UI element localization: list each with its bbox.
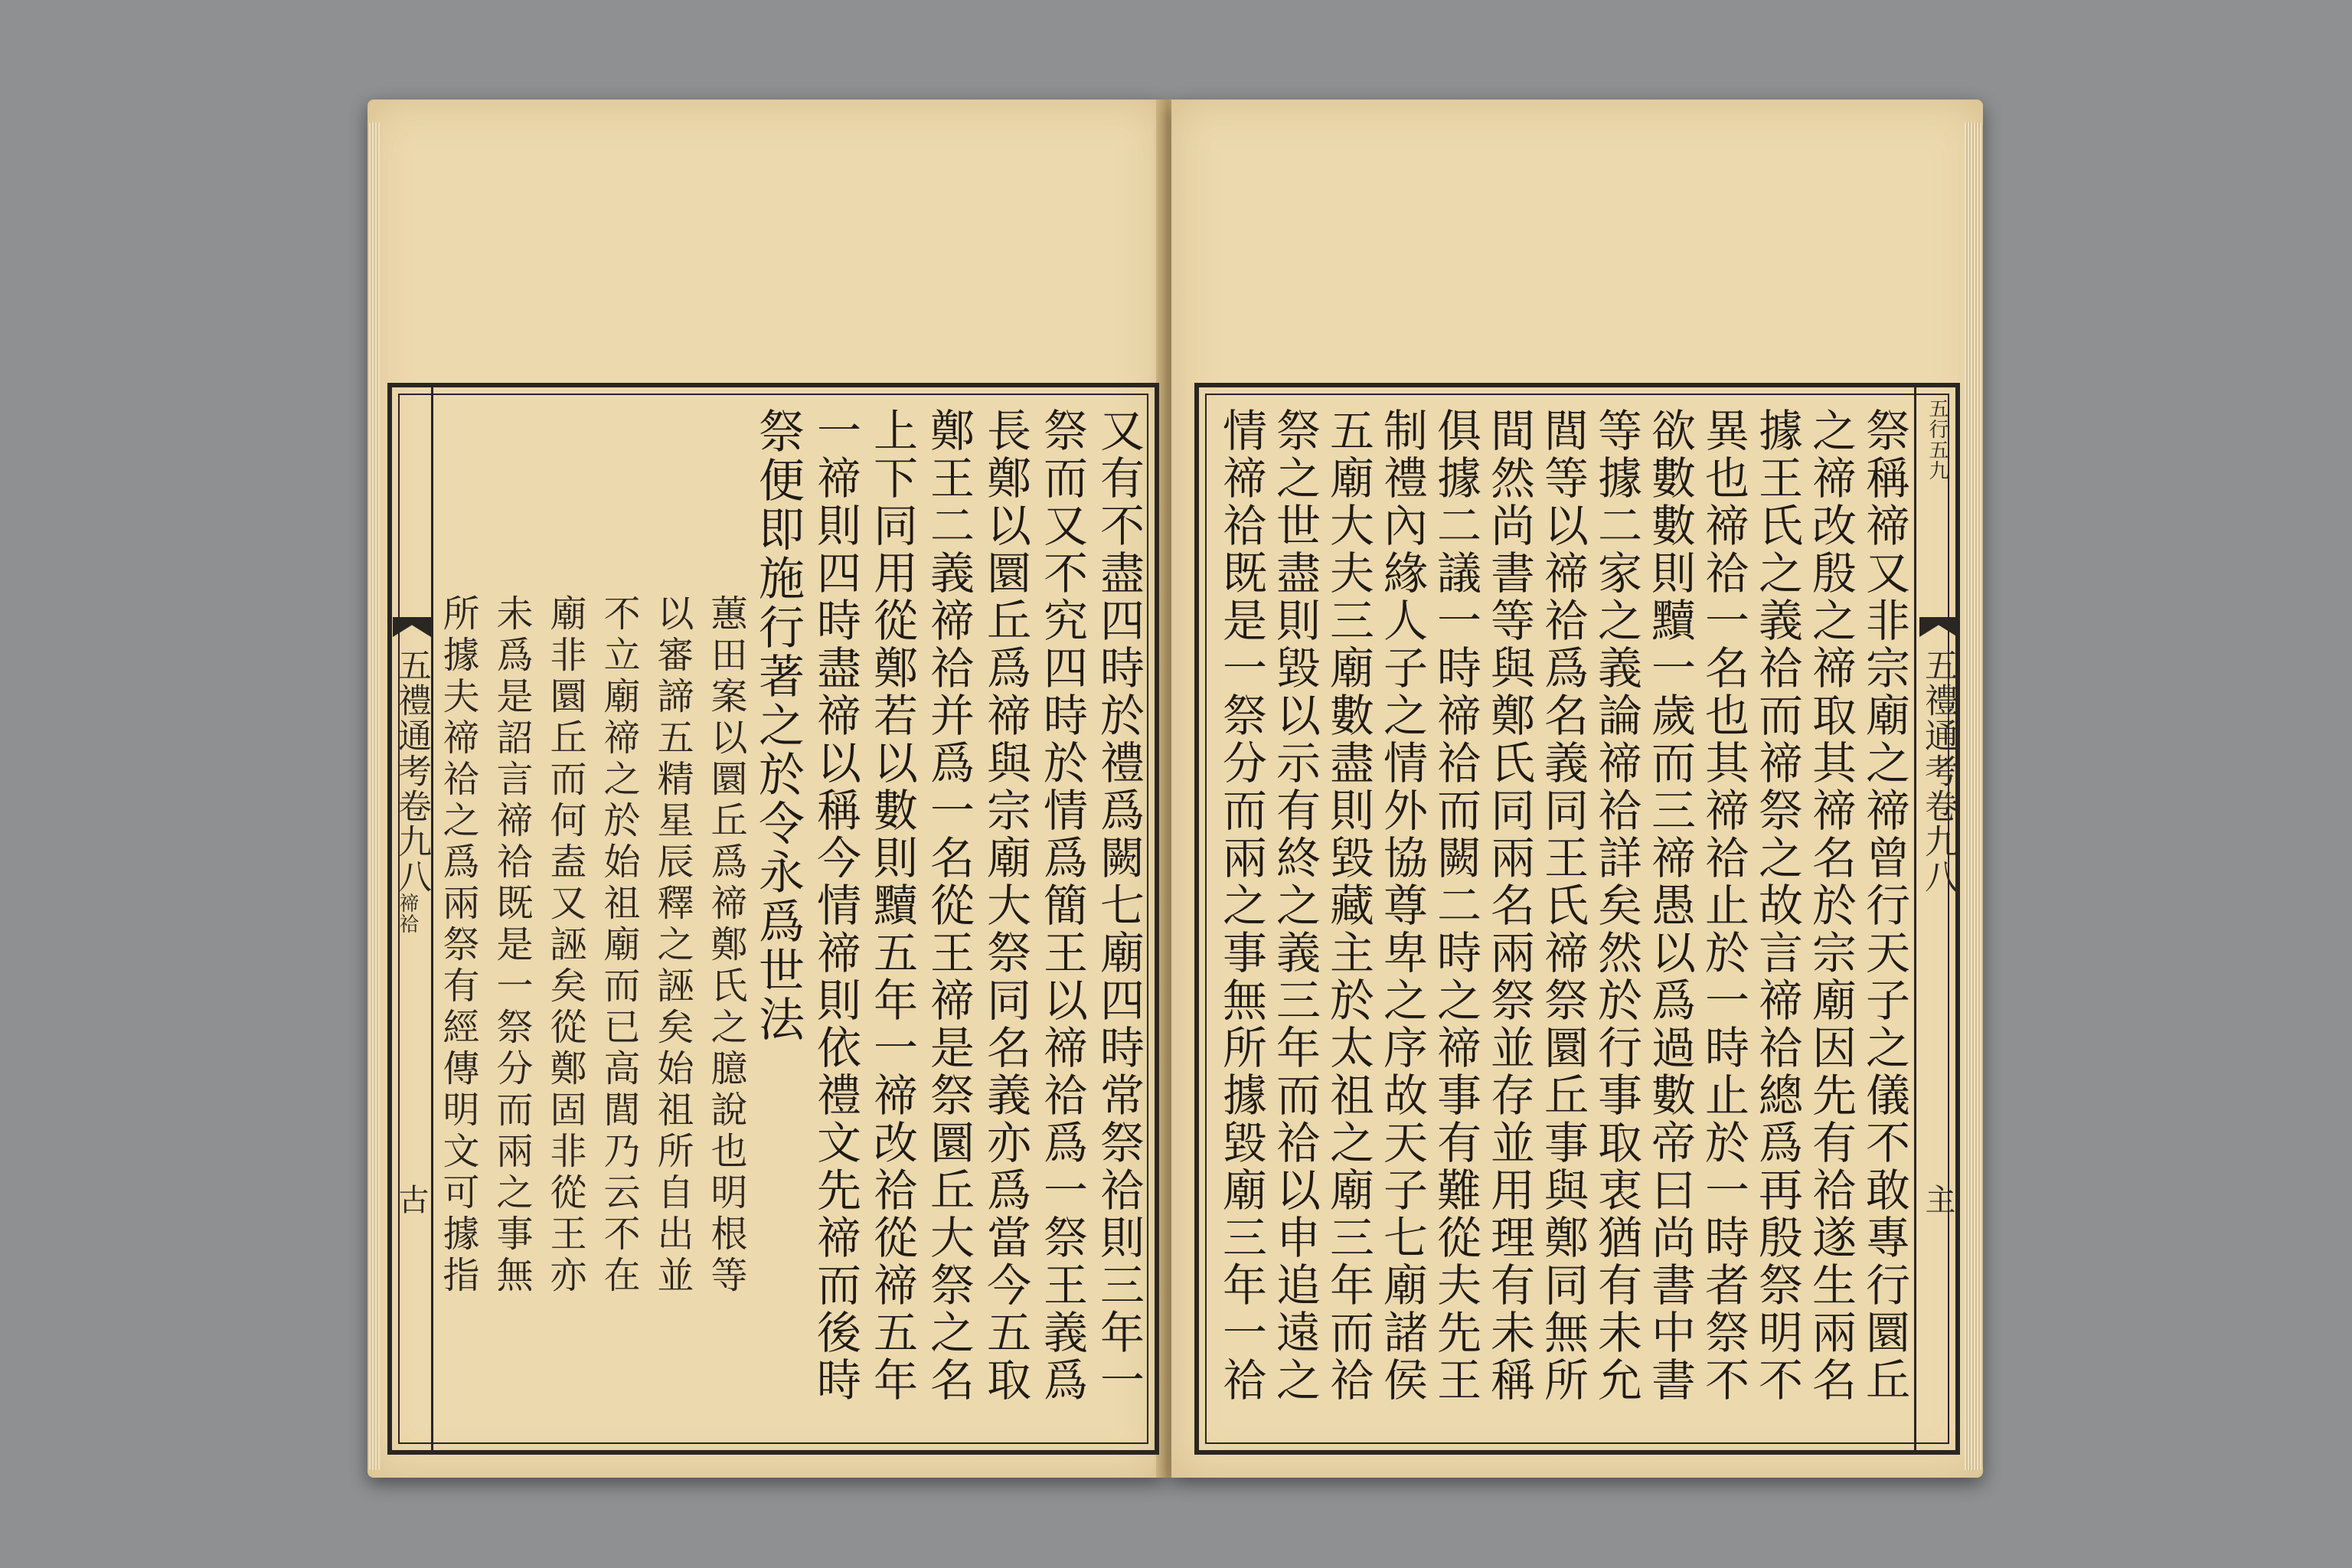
left-note-column-6: 所據夫禘祫之爲兩祭有經傳明文可據指	[436, 594, 479, 1297]
right-banxin-small-label: 五行五九	[1926, 398, 1949, 481]
right-fishtail-mark	[1919, 617, 1958, 637]
right-banxin-title: 五禮通考卷九八	[1919, 648, 1958, 894]
left-text-column-2: 祭而又不究四時於情爲簡王以禘祫爲一祭王義爲	[1036, 407, 1088, 1404]
left-note-column-1: 蕙田案以圜丘爲禘鄭氏之臆說也明根等	[704, 594, 747, 1297]
right-text-column-4: 異也禘祫一名也其禘祫止於一時止於一時者祭不	[1697, 407, 1749, 1404]
right-text-column-9: 俱據二議一時禘祫而闕二時之禘事有難從夫先王	[1429, 407, 1481, 1404]
left-banxin-section: 禘祫	[396, 893, 419, 934]
left-text-column-4: 鄭王二義禘祫并爲一名從王禘是祭圜丘大祭之名	[923, 407, 975, 1404]
right-text-column-2: 之禘改殷之禘取其禘名於宗廟因先有祫遂生兩名	[1805, 407, 1857, 1404]
open-book	[360, 92, 1991, 1493]
right-text-column-8: 間然尚書等與鄭氏同兩名兩祭並存並用理有未稱	[1483, 407, 1535, 1404]
left-text-column-1: 又有不盡四時於禮爲闕七廟四時常祭祫則三年一	[1093, 407, 1145, 1404]
right-text-column-11: 五廟大夫三廟數盡則毀藏主於太祖之廟三年而祫	[1322, 407, 1374, 1404]
left-text-column-7: 祭便即施行著之於令永爲世法	[751, 407, 805, 1044]
left-note-column-3: 不立廟禘之於始祖廟而已高閭乃云不在	[597, 594, 640, 1297]
left-banxin	[387, 387, 433, 1450]
right-text-column-12: 祭之世盡則毀以示有終之義三年而祫以申追遠之	[1269, 407, 1321, 1404]
left-fishtail-mark	[393, 617, 431, 637]
left-folio-number: 古	[394, 1184, 429, 1217]
right-text-column-10: 制禮內緣人子之情外協尊卑之序故天子七廟諸侯	[1376, 407, 1428, 1404]
right-page-edge	[1965, 122, 1983, 1470]
right-banxin	[1914, 387, 1960, 1450]
left-text-column-3: 長鄭以圜丘爲禘與宗廟大祭同名義亦爲當今五取	[979, 407, 1031, 1404]
left-note-column-2: 以審諦五精星辰釋之誣矣始祖所自出並	[651, 594, 694, 1297]
left-note-column-5: 未爲是詔言禘祫既是一祭分而兩之事無	[490, 594, 533, 1297]
left-page-edge	[368, 122, 380, 1470]
right-text-column-1: 祭稱禘又非宗廟之禘曾行天子之儀不敢專行圜丘	[1858, 407, 1910, 1404]
right-text-column-6: 等據二家之義論禘祫詳矣然於行事取衷猶有未允	[1590, 407, 1642, 1404]
left-banxin-title: 五禮通考卷九八	[392, 648, 431, 894]
left-note-column-4: 廟非圜丘而何盍又誣矣從鄭固非從王亦	[544, 594, 586, 1297]
right-text-column-7: 閭等以禘祫爲名義同王氏禘祭圜丘事與鄭同無所	[1537, 407, 1589, 1404]
left-page-frame	[387, 383, 1159, 1455]
right-folio-number: 主	[1920, 1184, 1955, 1217]
right-text-column-13: 情禘祫既是一祭分而兩之事無所據毀廟三年一祫	[1215, 407, 1267, 1404]
right-page-frame	[1194, 383, 1960, 1455]
left-text-column-6: 一禘則四時盡禘以稱今情禘則依禮文先禘而後時	[809, 407, 861, 1404]
right-text-column-3: 據王氏之義祫而禘祭之故言禘祫總爲再殷祭明不	[1751, 407, 1803, 1404]
right-text-column-5: 欲數數則黷一歲而三禘愚以爲過數帝曰尚書中書	[1644, 407, 1696, 1404]
left-text-column-5: 上下同用從鄭若以數則黷五年一禘改祫從禘五年	[866, 407, 918, 1404]
